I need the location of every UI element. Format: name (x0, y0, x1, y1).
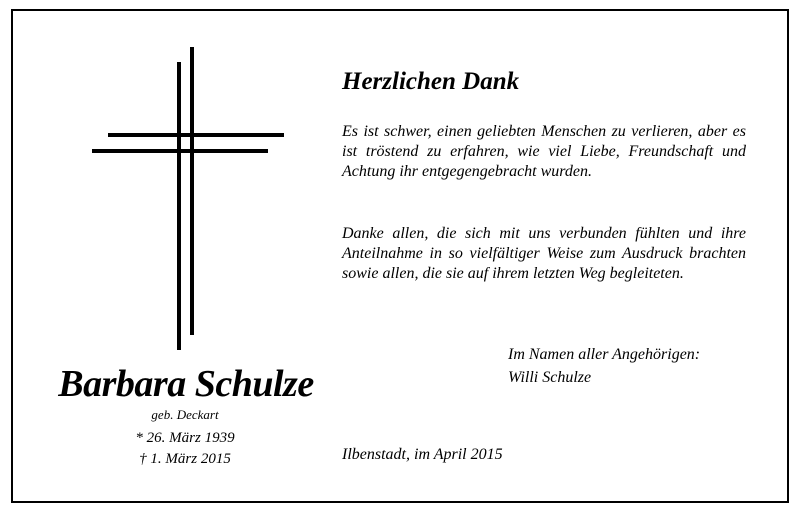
birth-date: * 26. März 1939 (135, 430, 235, 446)
double-cross-icon (92, 47, 284, 350)
death-date: † 1. März 2015 (139, 451, 231, 467)
place-date: Ilbenstadt, im April 2015 (342, 446, 503, 463)
signature-line-2: Willi Schulze (508, 369, 592, 386)
birth-name: geb. Deckart (151, 407, 219, 422)
thanks-title: Herzlichen Dank (342, 68, 520, 95)
thanks-paragraph-2: Danke allen, die sich mit uns verbunden fühlten und ihre Anteilnahme in so vielfältiger Weise zum Ausdruck brachten sowie allen, die sie auf ihrem letzten Weg begleiteten. (342, 225, 746, 282)
signature-block (508, 343, 700, 389)
deceased-name: Barbara Schulze (58, 363, 314, 405)
signature-line-1: Im Namen aller Angehörigen: (508, 346, 701, 363)
thanks-paragraph-1: Es ist schwer, einen geliebten Menschen zu verlieren, aber es ist tröstend zu erfahren, wie viel Liebe, Freundschaft und Achtung ihr entgegengebracht wurden. (342, 123, 746, 180)
